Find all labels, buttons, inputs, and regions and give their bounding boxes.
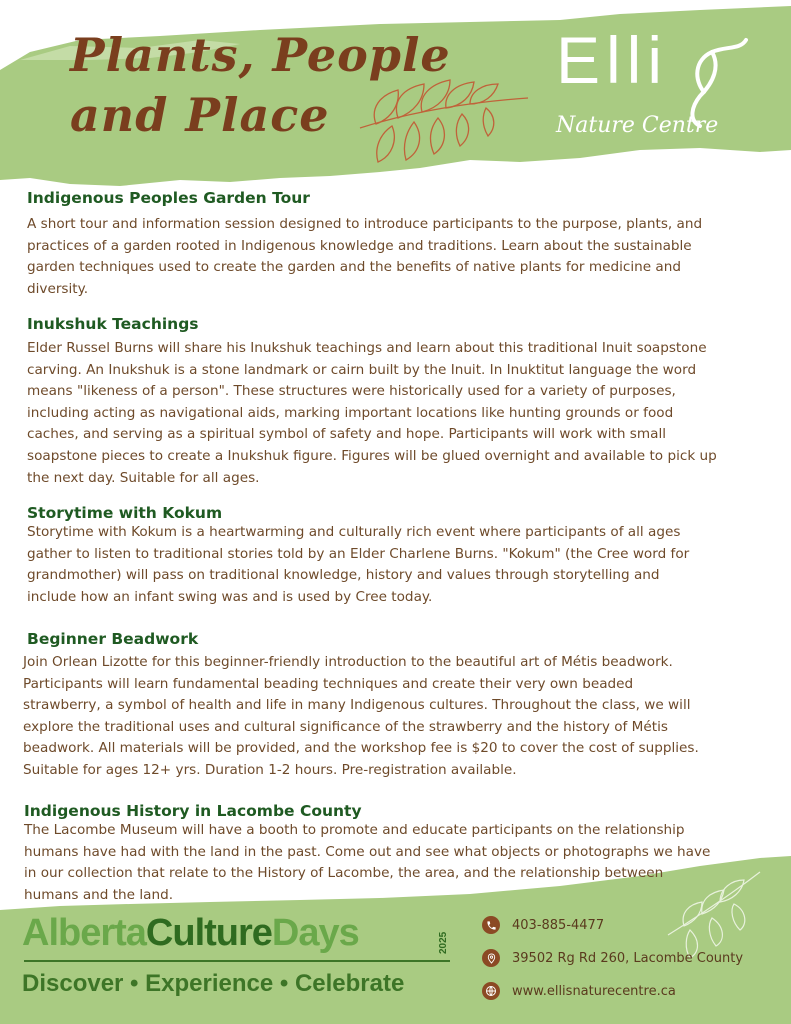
- alberta-culture-days-logo: [22, 912, 359, 955]
- ellis-logo-text: Elli: [556, 23, 669, 97]
- acd-year-container: [438, 920, 452, 956]
- body-line: garden techniques used to create the garden and the benefits of native plants for medicine and: [27, 259, 681, 276]
- body-line: including acting as navigational aids, marking important locations like hunting grounds or food: [27, 404, 674, 421]
- body-line: humans have had with the land in the past. Come out and see what objects or photographs we have: [24, 843, 711, 860]
- body-line: strawberry, a symbol of health and life in many Indigenous cultures. Throughout the class, we will: [23, 697, 691, 714]
- body-line: means "likeness of a person". These structures were historically used for a variety of purposes,: [27, 383, 676, 400]
- acd-year: 2025: [438, 931, 449, 954]
- section-body: [27, 214, 777, 300]
- section-heading: Indigenous Peoples Garden Tour: [27, 189, 310, 207]
- section-garden-tour: [27, 189, 777, 300]
- body-line: carving. An Inukshuk is a stone landmark or cairn built by the Inuit. In Inuktitut language the word: [27, 361, 697, 378]
- contact-address[interactable]: [482, 949, 743, 967]
- acd-word-alberta: Alberta: [22, 912, 146, 954]
- phone-icon: [482, 916, 500, 934]
- section-beadwork: [27, 630, 777, 648]
- body-line: caches, and serving as a spiritual symbol of safety and hope. Participants will work with small: [27, 426, 666, 443]
- body-line: beadwork. All materials will be provided, and the workshop fee is $20 to cover the cost of supplies.: [23, 740, 699, 757]
- section-beadwork-body: [23, 652, 783, 782]
- tagline: Discover • Experience • Celebrate: [22, 970, 405, 997]
- body-line: explore the traditional uses and cultural significance of the strawberry and the history of Métis: [23, 718, 668, 735]
- globe-icon: [482, 982, 500, 1000]
- body-line: grandmother) will pass on traditional knowledge, history and values through storytelling and: [27, 567, 660, 584]
- contact-phone[interactable]: [482, 916, 604, 934]
- body-line: The Lacombe Museum will have a booth to promote and educate participants on the relationship: [24, 822, 685, 838]
- phone-text: 403-885-4477: [512, 917, 605, 933]
- section-body: [27, 338, 777, 489]
- section-heading: Storytime with Kokum: [27, 504, 223, 522]
- body-line: include how an infant swing was and is used by Cree today.: [27, 588, 433, 605]
- body-line: gather to listen to traditional stories told by an Elder Charlene Burns. "Kokum" (the Cree word for: [27, 545, 690, 562]
- body-line: the next day. Suitable for all ages.: [27, 469, 260, 486]
- body-line: Storytime with Kokum is a heartwarming and culturally rich event where participants of all ages: [27, 524, 681, 540]
- body-line: A short tour and information session designed to introduce participants to the purpose, plants, and: [27, 216, 703, 232]
- body-line: diversity.: [27, 280, 89, 297]
- section-lacombe-history: [24, 802, 784, 906]
- acd-word-days: Days: [271, 912, 359, 954]
- website-link[interactable]: www.ellisnaturecentre.ca: [512, 983, 676, 999]
- body-line: soapstone pieces to create a Inukshuk figure. Figures will be glued overnight and available to pick up: [27, 447, 717, 464]
- body-line: Suitable for ages 12+ yrs. Duration 1-2 hours. Pre-registration available.: [23, 761, 517, 778]
- body-line: humans and the land.: [24, 886, 174, 903]
- section-heading: Indigenous History in Lacombe County: [24, 802, 362, 820]
- body-line: Participants will learn fundamental beading techniques and create their very own beaded: [23, 675, 634, 692]
- nature-centre-text: Nature Centre: [556, 113, 719, 138]
- body-line: Join Orlean Lizotte for this beginner-friendly introduction to the beautiful art of Métis beadwork.: [23, 654, 673, 670]
- location-pin-icon: [482, 949, 500, 967]
- section-inukshuk: [27, 315, 777, 489]
- title-line-1: Plants, People: [70, 28, 451, 82]
- contact-website[interactable]: [482, 982, 676, 1000]
- title-line-2: and Place: [70, 88, 330, 142]
- body-line: practices of a garden rooted in Indigenous knowledge and traditions. Learn about the sustainable: [27, 237, 692, 254]
- address-text: 39502 Rg Rd 260, Lacombe County: [512, 950, 744, 966]
- body-line: in our collection that relate to the History of Lacombe, the area, and the relationship between: [24, 865, 664, 882]
- body-line: Elder Russel Burns will share his Inukshuk teachings and learn about this traditional Inuit soapstone: [27, 340, 707, 356]
- section-heading: Inukshuk Teachings: [27, 315, 199, 333]
- acd-word-culture: Culture: [145, 912, 272, 954]
- section-body: [27, 522, 777, 608]
- section-storytime: [27, 504, 777, 608]
- section-heading: Beginner Beadwork: [27, 630, 199, 648]
- section-body: [24, 820, 784, 906]
